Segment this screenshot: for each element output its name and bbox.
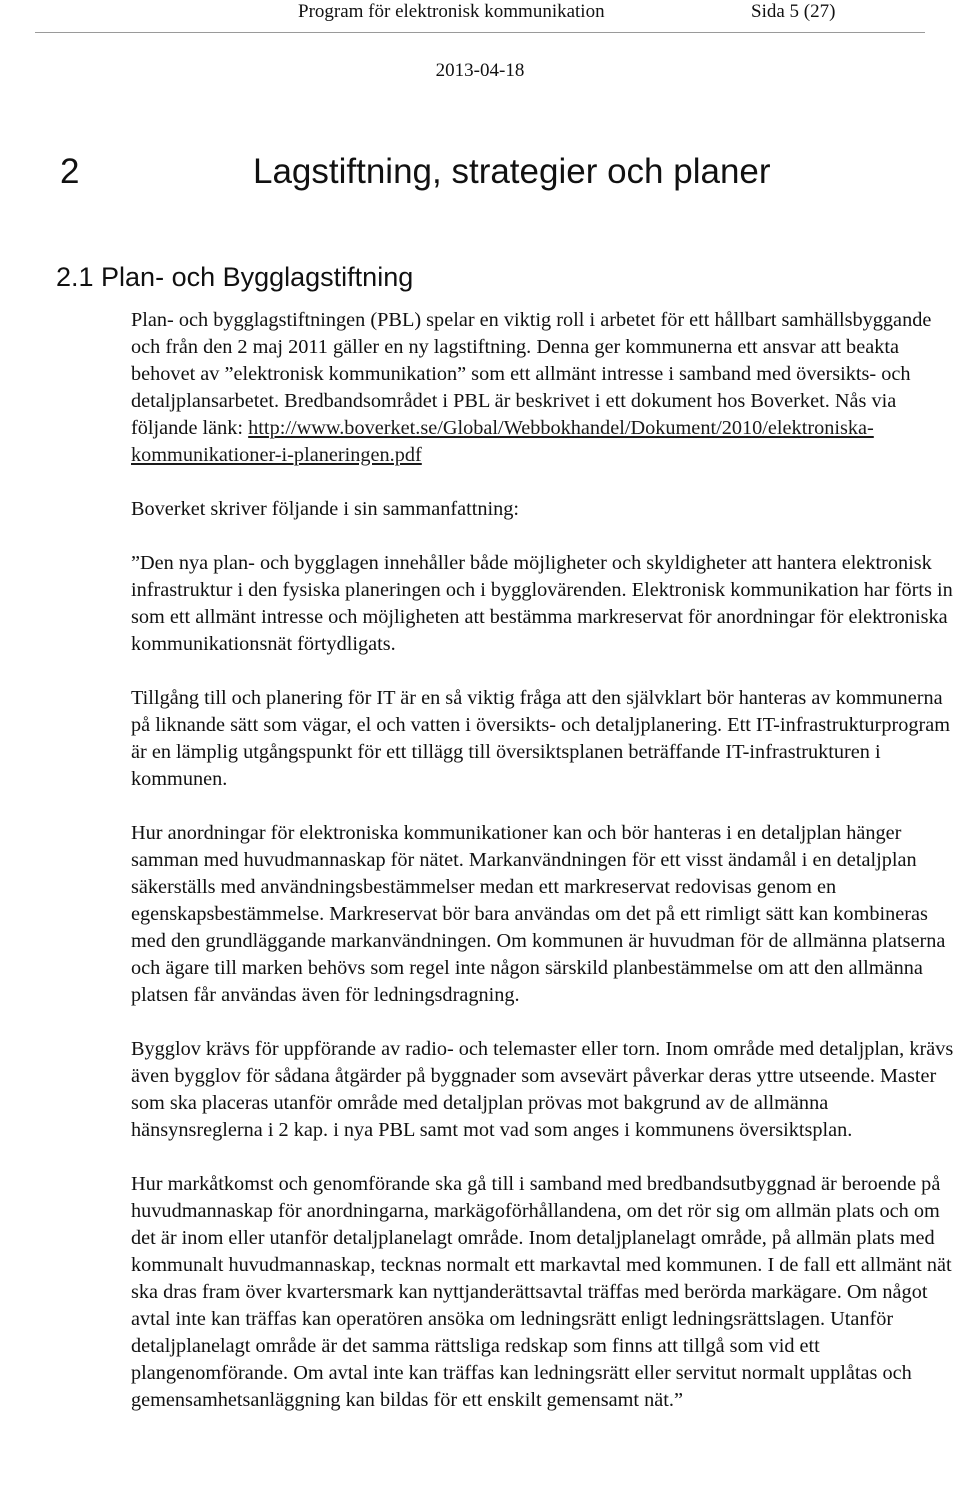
paragraph-quote-1: ”Den nya plan- och bygglagen innehåller både möjligheter och skyldigheter att hantera elektronisk infrastruktur i den fysiska planeringen och i bygglovärenden. Elektronisk kommunikation har förts in som ett allmänt intresse och möjligheten att bestämma markreservat för anordningar för elektroniska kommunikationsnät förtydligats. [131,552,953,655]
paragraph-quote-2: Tillgång till och planering för IT är en så viktig fråga att den självklart bör hanteras av kommunerna på liknande sätt som vägar, el och vatten i översikts- och detaljplanering. Ett IT-infrastrukturprogram är en lämplig utgångspunkt för ett tillägg till översiktsplanen beträffande IT-infrastrukturen i kommunen. [131,687,951,790]
header-title: Program för elektronisk kommunikation [298,1,605,22]
paragraph-quote-5: Hur markåtkomst och genomförande ska gå till i samband med bredbandsutbyggnad är beroende på huvudmannaskap för anordningarna, markägoförhållandena, om det rör sig om allmän plats och om det är inom eller utanför detaljplanelagt område. Inom detaljplanelagt område, på allmän plats med kommunalt huvudmannaskap, tecknas normalt ett markavtal med kommunen. I de fall ett allmänt nät ska dras fram över kvartersmark kan nyttjanderättsavtal träffas med berörda markägare. Om något avtal inte kan träffas kan operatören ansöka om ledningsrätt enligt ledningsrättslagen. Utanför detaljplanelagt område är det samma rättsliga redskap som finns att tillgå som vid ett plangenomförande. Om avtal inte kan träffas kan ledningsrätt eller servitut normalt upplåtas och gemensamhetsanläggning kan bildas för ett enskilt gemensamt nät.” [131,1173,952,1411]
paragraph-pbl-text: Plan- och bygglagstiftningen (PBL) spelar en viktig roll i arbetet för ett hållbart samhällsbyggande och från den 2 maj 2011 gäller en ny lagstiftning. Denna ger kommunerna ett ansvar att beakta behovet av ”elektronisk kommunikation” som ett allmänt intresse i samband med översikts- och detaljplansarbetet. Bredbandsområdet i PBL är beskrivet i ett dokument hos Boverket. Nås via följande länk: [131,309,932,439]
section-title: Lagstiftning, strategier och planer [253,152,771,191]
paragraph-summary-intro: Boverket skriver följande i sin sammanfattning: [131,498,520,520]
header-divider [35,32,925,33]
body-text [131,307,959,1414]
boverket-link[interactable]: http://www.boverket.se/Global/Webbokhandel/Dokument/2010/elektroniska-kommunikationer-i-planeringen.pdf [131,417,874,466]
subsection-heading: 2.1 Plan- och Bygglagstiftning [56,262,414,292]
paragraph-quote-4: Bygglov krävs för uppförande av radio- och telemaster eller torn. Inom område med detaljplan, krävs även bygglov för sådana åtgärder på byggnader som avsevärt påverkar deras yttre utseende. Master som ska placeras utanför område med detaljplan prövas mot bakgrund av de allmänna hänsynsreglerna i 2 kap. i nya PBL samt mot vad som anges i kommunens översiktsplan. [131,1038,954,1141]
header-page-number: Sida 5 (27) [751,1,836,22]
paragraph-pbl [131,307,959,469]
paragraph-quote-3: Hur anordningar för elektroniska kommunikationer kan och bör hanteras i en detaljplan hänger samman med huvudmannaskap för nätet. Markanvändningen för ett visst ändamål i en detaljplan säkerställs med användningsbestämmelser medan ett markreservat redovisas genom en egenskapsbestämmelse. Markreservat bör bara användas om det på ett rimligt sätt kan kombineras med den grundläggande markanvändningen. Om kommunen är huvudman för de allmänna platserna och ägare till marken behövs som regel inte någon särskild planbestämmelse om att den allmänna platsen får användas även för ledningsdragning. [131,822,946,1006]
section-number: 2 [60,152,80,191]
header-date: 2013-04-18 [435,60,525,81]
page-header [0,0,960,29]
